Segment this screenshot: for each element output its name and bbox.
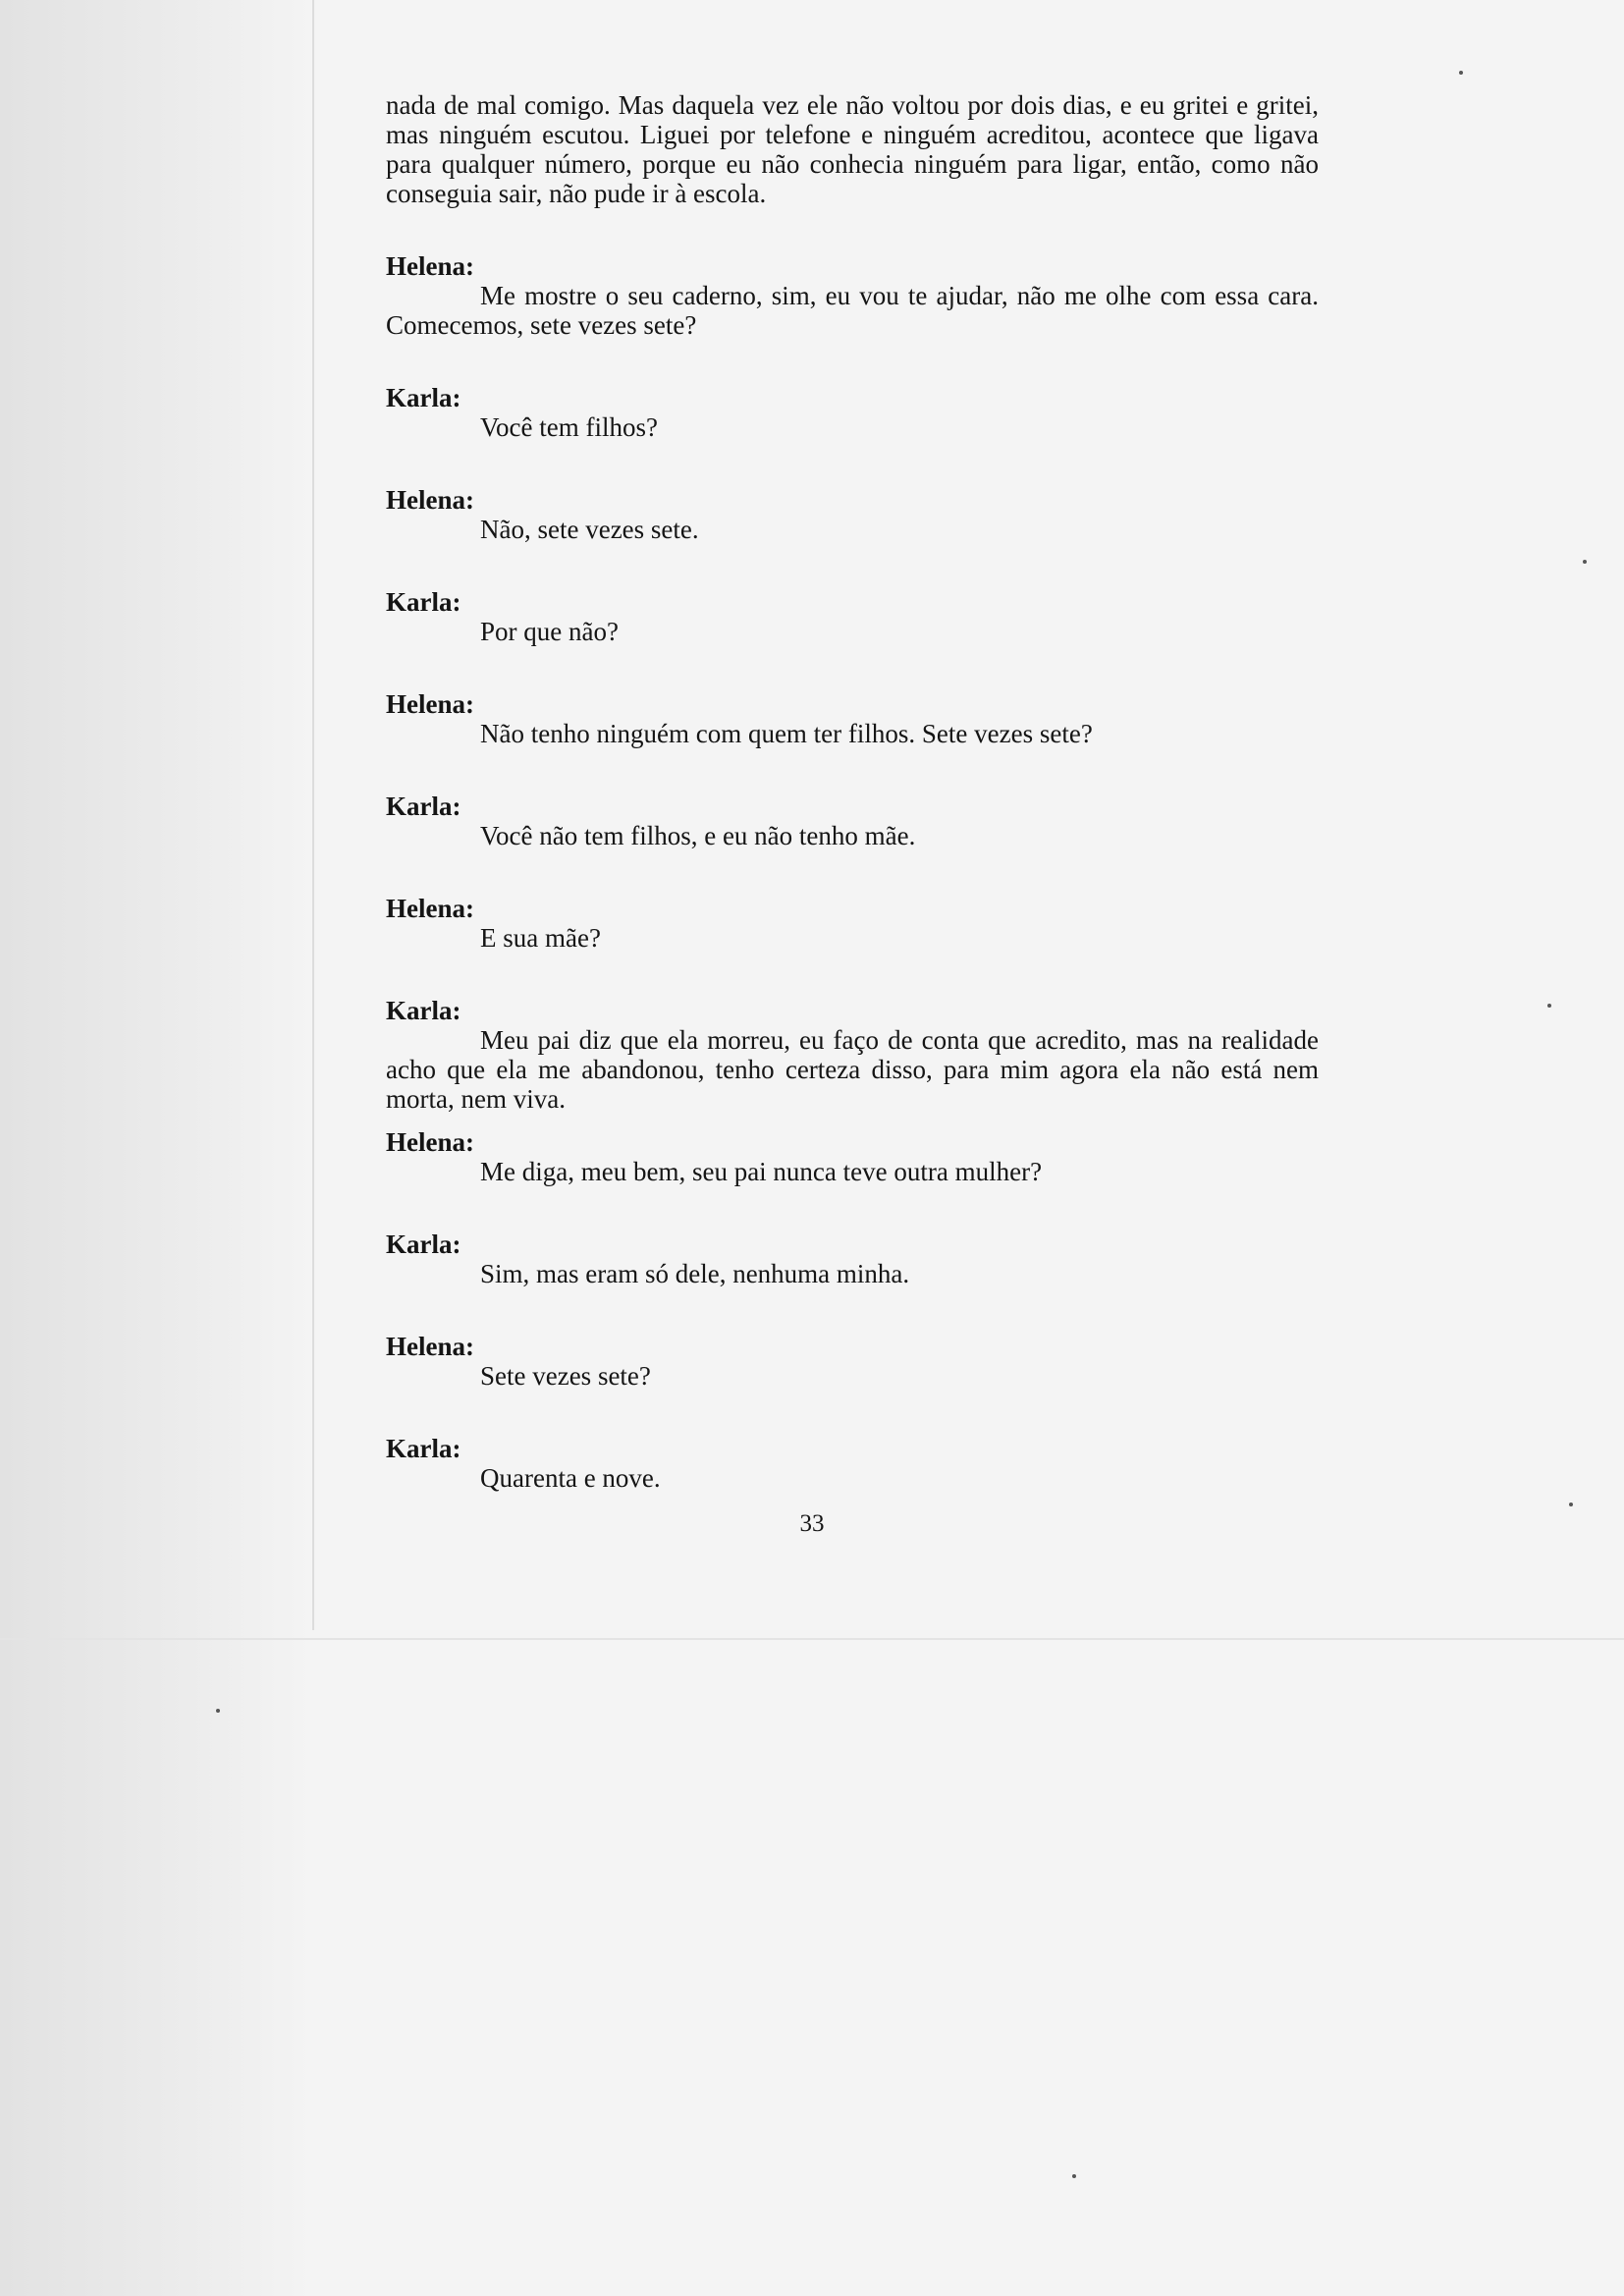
- dialogue-line: Me mostre o seu caderno, sim, eu vou te ajudar, não me olhe com essa cara. Comecemos, sete vezes sete?: [386, 281, 1319, 340]
- dialogue-line: Sim, mas eram só dele, nenhuma minha.: [480, 1259, 910, 1288]
- speaker-name: Helena:: [386, 485, 474, 515]
- dialogue-line: Me diga, meu bem, seu pai nunca teve outra mulher?: [480, 1157, 1043, 1186]
- scan-speck: [1459, 71, 1463, 75]
- page-edge: [312, 0, 314, 1630]
- dialogue-line: Você tem filhos?: [480, 412, 658, 442]
- scan-speck: [216, 1709, 220, 1713]
- scan-speck: [1569, 1503, 1573, 1506]
- speaker-name: Helena:: [386, 689, 474, 719]
- dialogue-line: Por que não?: [480, 617, 619, 646]
- speaker-name: Karla:: [386, 587, 461, 617]
- dialogue-line: Você não tem filhos, e eu não tenho mãe.: [480, 821, 916, 850]
- dialogue-line: Não tenho ninguém com quem ter filhos. Sete vezes sete?: [480, 719, 1093, 748]
- dialogue-line: Meu pai diz que ela morreu, eu faço de conta que acredito, mas na realidade acho que ela me abandonou, tenho certeza disso, para mim agora ela não está nem morta, nem viva.: [386, 1025, 1319, 1114]
- dialogue-line: E sua mãe?: [480, 923, 601, 953]
- speaker-name: Karla:: [386, 792, 461, 821]
- speaker-name: Helena:: [386, 1332, 474, 1361]
- speaker-name: Helena:: [386, 251, 474, 281]
- speaker-name: Karla:: [386, 383, 461, 412]
- speaker-name: Karla:: [386, 996, 461, 1025]
- scan-speck: [1583, 560, 1587, 564]
- page-bottom-edge: [0, 1638, 1624, 1640]
- speaker-name: Karla:: [386, 1230, 461, 1259]
- scan-shadow: [0, 0, 314, 2296]
- opening-paragraph: nada de mal comigo. Mas daquela vez ele não voltou por dois dias, e eu gritei e gritei, mas ninguém escutou. Liguei por telefone e ninguém acreditou, acontece que ligava para qualquer número, porque eu não conhecia ninguém para ligar, então, como não conseguia sair, não pude ir à escola.: [386, 90, 1319, 208]
- scan-speck: [1547, 1004, 1551, 1008]
- speaker-name: Karla:: [386, 1434, 461, 1463]
- speaker-name: Helena:: [386, 1127, 474, 1157]
- dialogue-line: Sete vezes sete?: [480, 1361, 651, 1391]
- dialogue-line: Não, sete vezes sete.: [480, 515, 699, 544]
- scan-speck: [1072, 2174, 1076, 2178]
- page-number: 33: [799, 1510, 825, 1537]
- dialogue-line: Quarenta e nove.: [480, 1463, 661, 1493]
- speaker-name: Helena:: [386, 894, 474, 923]
- script-page-content: [386, 90, 1319, 1493]
